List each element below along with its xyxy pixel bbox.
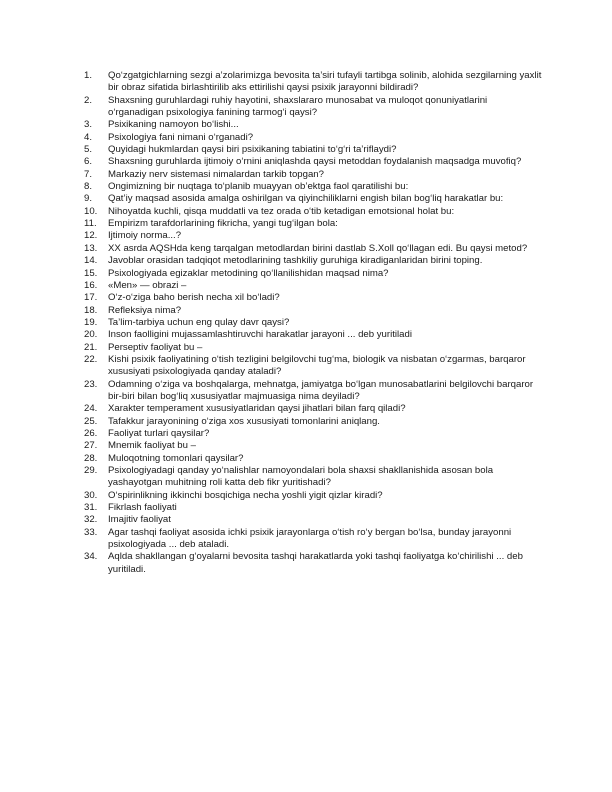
question-item [84, 527, 544, 552]
question-number: 31. [84, 502, 98, 514]
question-text: Refleksiya nima? [108, 304, 182, 316]
question-item [84, 119, 544, 131]
question-item [84, 255, 544, 267]
question-item [84, 268, 544, 280]
question-text: Imajitiv faoliyat [108, 514, 171, 526]
question-text: Ongimizning bir nuqtaga to‘planib muayyan ob’ektga faol qaratilishi bu: [108, 181, 409, 193]
question-number: 6. [84, 156, 93, 168]
question-text: Psixologiyadagi qanday yo‘nalishlar namoyondalari bola shaxsi shakllanishida asosan bola yashayotgan muhitning roli katta deb fikr yuritishadi? [108, 465, 494, 489]
question-number: 7. [84, 168, 93, 180]
question-text: Psixikaning namoyon bo‘lishi... [108, 119, 239, 131]
question-number: 9. [84, 193, 93, 205]
question-item [84, 132, 544, 144]
question-text: Javoblar orasidan tadqiqot metodlarining tashkiliy guruhiga kiradiganlaridan birini toping. [108, 255, 483, 267]
question-text: Muloqotning tomonlari qaysilar? [108, 452, 244, 464]
question-item [84, 95, 544, 120]
question-text: Ijtimoiy norma...? [108, 230, 182, 242]
question-item [84, 428, 544, 440]
question-number: 22. [84, 353, 98, 365]
question-number: 18. [84, 304, 98, 316]
question-text: XX asrda AQSHda keng tarqalgan metodlardan birini dastlab S.Xoll qo‘llagan edi. Bu qaysi metod? [108, 242, 528, 254]
question-number: 34. [84, 551, 98, 563]
question-item [84, 551, 544, 576]
question-number: 32. [84, 514, 98, 526]
question-text: Qo‘zgatgichlarning sezgi a’zolarimizga bevosita ta’siri tufayli tartibga solinib, alohida sezgilarning yaxlit bir obraz sifatida birlashtirilib aks ettirilishi qaysi psixik jarayonni bildiradi? [108, 70, 542, 94]
question-item [84, 403, 544, 415]
question-list [84, 70, 544, 576]
question-text: Perseptiv faoliyat bu – [108, 341, 203, 353]
question-item [84, 292, 544, 304]
question-number: 1. [84, 70, 93, 81]
question-item [84, 329, 544, 341]
question-item [84, 342, 544, 354]
question-number: 20. [84, 329, 98, 341]
question-item [84, 465, 544, 490]
question-number: 2. [84, 94, 93, 106]
question-number: 10. [84, 205, 98, 217]
question-number: 17. [84, 292, 98, 304]
question-text: Shaxsning guruhlardagi ruhiy hayotini, shaxslararo munosabat va muloqot qonuniyatlarini o‘rganadigan psixologiya fanining tarmog‘i qaysi? [108, 94, 488, 119]
question-text: Quyidagi hukmlardan qaysi biri psixikaning tabiatini to‘g‘ri ta’riflaydi? [108, 144, 397, 156]
question-number: 25. [84, 415, 98, 427]
question-text: Kishi psixik faoliyatining o‘tish tezligini belgilovchi tug‘ma, biologik va nisbatan o‘zgarmas, barqaror xususiyati psixologiyada qanday ataladi? [108, 353, 526, 378]
question-text: Faoliyat turlari qaysilar? [108, 427, 210, 439]
question-number: 33. [84, 526, 98, 538]
question-item [84, 230, 544, 242]
question-text: O‘spirinlikning ikkinchi bosqichiga necha yoshli yigit qizlar kiradi? [108, 489, 383, 501]
question-text: Psixologiyada egizaklar metodining qo‘llanilishidan maqsad nima? [108, 267, 389, 279]
question-text: Mnemik faoliyat bu – [108, 440, 196, 452]
question-text: Inson faolligini mujassamlashtiruvchi harakatlar jarayoni ... deb yuritiladi [108, 329, 412, 341]
question-number: 26. [84, 427, 98, 439]
question-text: Empirizm tarafdorlarining fikricha, yangi tug‘ilgan bola: [108, 218, 338, 230]
question-item [84, 144, 544, 156]
question-text: Psixologiya fani nimani o‘rganadi? [108, 131, 254, 143]
question-number: 16. [84, 279, 98, 291]
question-text: O‘z-o‘ziga baho berish necha xil bo‘ladi? [108, 292, 280, 304]
question-item [84, 243, 544, 255]
question-item [84, 317, 544, 329]
question-item [84, 354, 544, 379]
question-number: 21. [84, 341, 98, 353]
question-text: Aqlda shakllangan g‘oyalarni bevosita tashqi harakatlarda yoki tashqi faoliyatga ko‘chirilishi ... deb yuritiladi. [108, 551, 523, 575]
question-text: Nihoyatda kuchli, qisqa muddatli va tez orada o‘tib ketadigan emotsional holat bu: [108, 205, 455, 217]
question-item [84, 206, 544, 218]
question-text: Fikrlash faoliyati [108, 502, 177, 514]
question-item [84, 181, 544, 193]
question-number: 27. [84, 440, 98, 452]
question-text: Qat’iy maqsad asosida amalga oshirilgan va qiyinchiliklarni engish bilan bog‘liq harakatlar bu: [108, 193, 504, 205]
question-item [84, 490, 544, 502]
question-number: 24. [84, 403, 98, 415]
question-item [84, 514, 544, 526]
question-item [84, 70, 544, 95]
question-text: Agar tashqi faoliyat asosida ichki psixik jarayonlarga o‘tish ro‘y bergan bo‘lsa, bunday jarayonni psixologiyada ... deb ataladi. [108, 526, 512, 551]
question-number: 15. [84, 267, 98, 279]
question-item [84, 502, 544, 514]
question-number: 8. [84, 181, 93, 193]
question-number: 13. [84, 242, 98, 254]
question-number: 3. [84, 119, 93, 131]
question-item [84, 305, 544, 317]
question-item [84, 440, 544, 452]
question-number: 5. [84, 144, 93, 156]
question-text: Odamning o‘ziga va boshqalarga, mehnatga, jamiyatga bo‘lgan munosabatlarini belgilovchi barqaror bir-biri bilan bog‘liq xususiyatlar majmuasiga nima deyiladi? [108, 378, 534, 402]
question-item [84, 193, 544, 205]
question-text: Ta’lim-tarbiya uchun eng qulay davr qaysi? [108, 316, 290, 328]
question-item [84, 453, 544, 465]
question-item [84, 280, 544, 292]
question-item [84, 156, 544, 168]
question-item [84, 218, 544, 230]
question-number: 11. [84, 218, 97, 230]
question-number: 23. [84, 378, 98, 390]
question-item [84, 169, 544, 181]
question-text: Markaziy nerv sistemasi nimalardan tarkib topgan? [108, 168, 324, 180]
question-number: 29. [84, 465, 98, 476]
question-text: Xarakter temperament xususiyatlaridan qaysi jihatlari bilan farq qiladi? [108, 403, 406, 415]
question-number: 19. [84, 316, 98, 328]
question-text: Shaxsning guruhlarda ijtimoiy o‘rnini aniqlashda qaysi metoddan foydalanish maqsadga muvofiq? [108, 156, 522, 168]
question-number: 14. [84, 255, 98, 267]
question-number: 12. [84, 230, 98, 242]
question-item [84, 379, 544, 404]
question-number: 28. [84, 452, 98, 464]
question-number: 30. [84, 489, 98, 501]
question-item [84, 416, 544, 428]
question-number: 4. [84, 131, 93, 143]
question-text: «Men» — obrazi – [108, 279, 187, 291]
question-text: Tafakkur jarayonining o‘ziga xos xususiyati tomonlarini aniqlang. [108, 415, 380, 427]
